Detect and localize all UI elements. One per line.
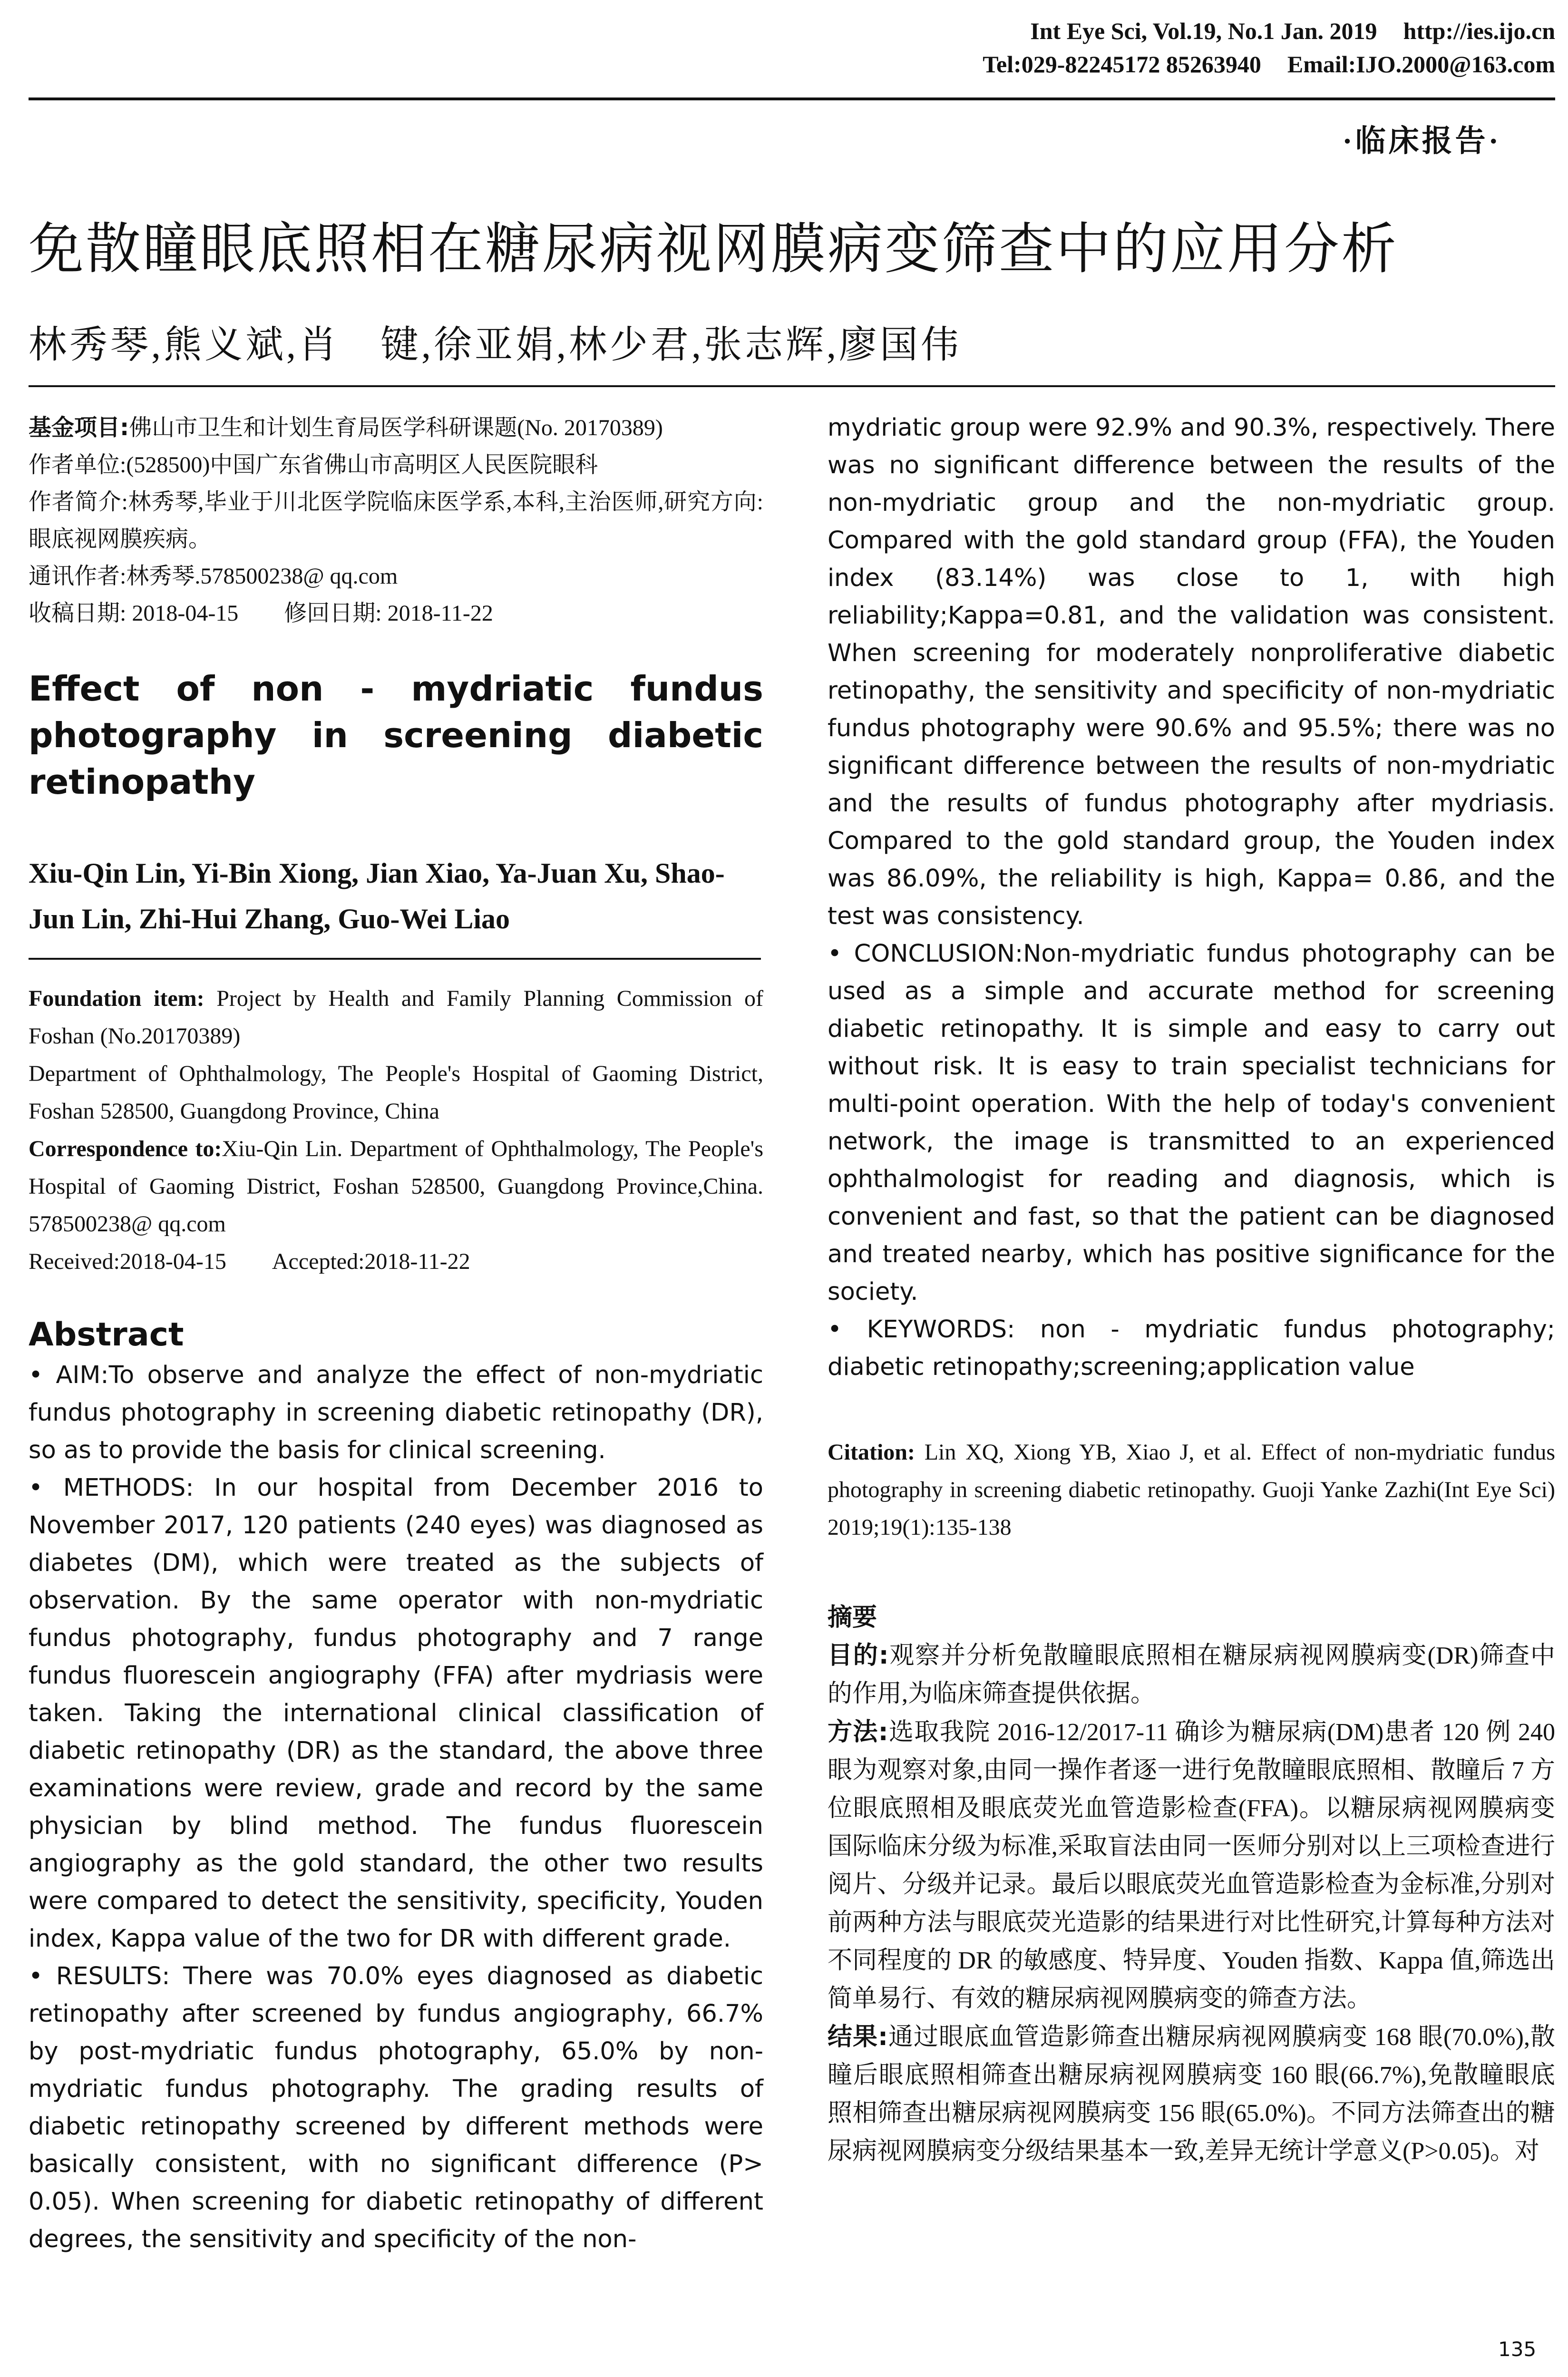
conclusion-label: • CONCLUSION: [828,940,1023,968]
abstract-cn-heading: 摘要 [828,1603,877,1632]
keywords-label: • KEYWORDS: [828,1315,1015,1344]
abstract-keywords [828,1311,1555,1386]
abstract-aim [29,1356,763,1469]
abstract-cn-body [828,1637,1555,2171]
page-number: 135 [1498,2338,1537,2361]
left-column [29,409,763,2258]
authors-divider [29,958,761,960]
fund-label: 基金项目: [29,414,129,441]
results-label: • RESULTS: [29,1962,170,1990]
citation-label: Citation: [828,1440,915,1465]
methods-text: In our hospital from December 2016 to November 2017, 120 patients (240 eyes) was diagnosed as diabetes (DM), which were treated as the subjects of observation. By the same operator with non-mydriatic fundus photography, fundus photography and 7 range fundus fluorescein angiography (FFA) after mydriasis were taken. Taking the international clinical classification of diabetic retinopathy (DR) as the standard, the above three examinations were review, grade and record by the same physician by blind method. The fundus fluorescein angiography as the gold standard, the other two results were compared to detect the sensitivity, specificity, Youden index, Kappa value of the two for DR with different grade. [29,1474,763,1953]
authors-en: Xiu-Qin Lin, Yi-Bin Xiong, Jian Xiao, Ya-Juan Xu, Shao-Jun Lin, Zhi-Hui Zhang, Guo-Wei Liao [29,857,725,935]
aim-text: To observe and analyze the effect of non-mydriatic fundus photography in screening diabetic retinopathy (DR), so as to provide the basis for clinical screening. [29,1361,763,1464]
correspondence-line [29,1130,763,1243]
fund-line [29,409,763,447]
citation [828,1433,1555,1546]
keywords-text: non - mydriatic fundus photography; diabetic retinopathy;screening;application value [828,1315,1555,1381]
methods-label: • METHODS: [29,1474,194,1502]
results-cn-label: 结果: [828,2023,888,2051]
section-label: ·临床报告· [1342,124,1501,158]
meta-en-block [29,980,763,1280]
foundation-label: Foundation item: [29,986,205,1011]
abstract-cn-aim [828,1637,1555,1713]
journal-url[interactable]: http://ies.ijo.cn [1403,18,1555,44]
abstract-methods [29,1469,763,1958]
abstract-cn-methods [828,1713,1555,2018]
correspondence-label: Correspondence to: [29,1136,222,1161]
methods-cn-text: 选取我院 2016-12/2017-11 确诊为糖尿病(DM)患者 120 例 240 眼为观察对象,由同一操作者逐一进行免散瞳眼底照相、散瞳后 7 方位眼底照相及眼底荧光血管造影检查(FFA)。以糖尿病视网膜病变国际临床分级为标准,采取盲法由同一医师分别对以上三项检查进行阅片、分级并记录。最后以眼底荧光血管造影检查为金标准,分别对前两种方法与眼底荧光造影的结果进行对比性研究,计算每种方法对不同程度的 DR 的敏感度、特异度、Youden 指数、Kappa 值,筛选出简单易行、有效的糖尿病视网膜病变的筛查方法。 [828,1719,1556,2012]
author-bio: 作者简介:林秀琴,毕业于川北医学院临床医学系,本科,主治医师,研究方向:眼底视网膜疾病。 [29,489,763,552]
author-unit: 作者单位:(528500)中国广东省佛山市高明区人民医院眼科 [29,452,598,477]
journal-citation-line: Int Eye Sci, Vol.19, No.1 Jan. 2019 [1030,18,1377,44]
article-title-en: Effect of non - mydriatic fundus photography in screening diabetic retinopathy [29,669,763,802]
abstract-body [29,1356,763,2258]
abstract-results [29,1958,763,2258]
abstract-heading: Abstract [29,1316,184,1354]
department-line: Department of Ophthalmology, The People's Hospital of Gaoming District, Foshan 528500, Guangdong Province, China [29,1061,763,1124]
abstract-conclusion [828,935,1555,1311]
fund-text: 佛山市卫生和计划生育局医学科研课题(No. 20170389) [129,415,663,440]
journal-email[interactable]: Email:IJO.2000@163.com [1287,51,1555,78]
results-cn-text: 通过眼底血管造影筛查出糖尿病视网膜病变 168 眼(70.0%),散瞳后眼底照相筛查出糖尿病视网膜病变 160 眼(66.7%),免散瞳眼底照相筛查出糖尿病视网膜病变 156 眼(65.0%)。不同方法筛查出的糖尿病视网膜病变分级结果基本一致,差异无统计学意义(P>0.05)。对 [828,2024,1556,2165]
methods-cn-label: 方法: [828,1718,888,1746]
journal-tel: Tel:029-82245172 85263940 [983,51,1261,78]
conclusion-text: Non-mydriatic fundus photography can be used as a simple and accurate method for screening diabetic retinopathy. It is simple and easy to carry out without risk. It is easy to train specialist technicians for multi-point operation. With the help of today's convenient network, the image is transmitted to an experienced ophthalmologist for reading and diagnosis, which is convenient and fast, so that the patient can be diagnosed and treated nearby, which has positive significance for the society. [828,940,1556,1306]
foundation-line [29,980,763,1055]
aim-label: • AIM: [29,1361,109,1389]
aim-cn-label: 目的: [828,1641,889,1670]
article-title-cn: 免散瞳眼底照相在糖尿病视网膜病变筛查中的应用分析 [29,217,1398,281]
journal-header [889,14,1555,81]
dates-cn: 收稿日期: 2018-04-15 修回日期: 2018-11-22 [29,601,493,626]
corresponding-author-cn: 通讯作者:林秀琴.578500238@ qq.com [29,564,398,589]
abstract-results-continued: mydriatic group were 92.9% and 90.3%, respectively. There was no significant difference between the results of the non-mydriatic group and the non-mydriatic group. Compared with the gold standard group (FFA), the Youden index (83.14%) was close to 1, with high reliability;Kappa=0.81, and the validation was consistent. When screening for moderately nonproliferative diabetic retinopathy, the sensitivity and specificity of non-mydriatic fundus photography were 90.6% and 95.5%; there was no significant difference between the results of non-mydriatic and the results of fundus photography after mydriasis. Compared to the gold standard group, the Youden index was 86.09%, the reliability is high, Kappa= 0.86, and the test was consistency. [828,414,1555,930]
results-text: There was 70.0% eyes diagnosed as diabetic retinopathy after screened by fundus angiography, 66.7% by post-mydriatic fundus photography, 65.0% by non-mydriatic fundus photography. The grading results of diabetic retinopathy screened by different methods were basically consistent, with no significant difference (P> 0.05). When screening for diabetic retinopathy of different degrees, the sensitivity and specificity of the non- [29,1962,763,2253]
abstract-cn-results [828,2018,1555,2171]
header-divider [29,97,1555,100]
meta-cn-block [29,409,763,632]
foundation-text: Project by Health and Family Planning Commission of Foshan (No.20170389) [29,986,764,1049]
dates-en: Received:2018-04-15 Accepted:2018-11-22 [29,1249,470,1274]
abstract-body-continued [828,409,1555,1386]
citation-text: Lin XQ, Xiong YB, Xiao J, et al. Effect of non-mydriatic fundus photography in screening diabetic retinopathy. Guoji Yanke Zazhi(Int Eye Sci) 2019;19(1):135-138 [828,1440,1555,1540]
aim-cn-text: 观察并分析免散瞳眼底照相在糖尿病视网膜病变(DR)筛查中的作用,为临床筛查提供依据。 [828,1642,1556,1707]
right-column [828,409,1555,2171]
authors-cn: 林秀琴,熊义斌,肖 键,徐亚娟,林少君,张志辉,廖国伟 [29,324,962,366]
title-divider [29,385,1555,387]
correspondence-text: Xiu-Qin Lin. Department of Ophthalmology, The People's Hospital of Gaoming District, Foshan 528500, Guangdong Province,China. 578500238@ qq.com [29,1136,763,1237]
